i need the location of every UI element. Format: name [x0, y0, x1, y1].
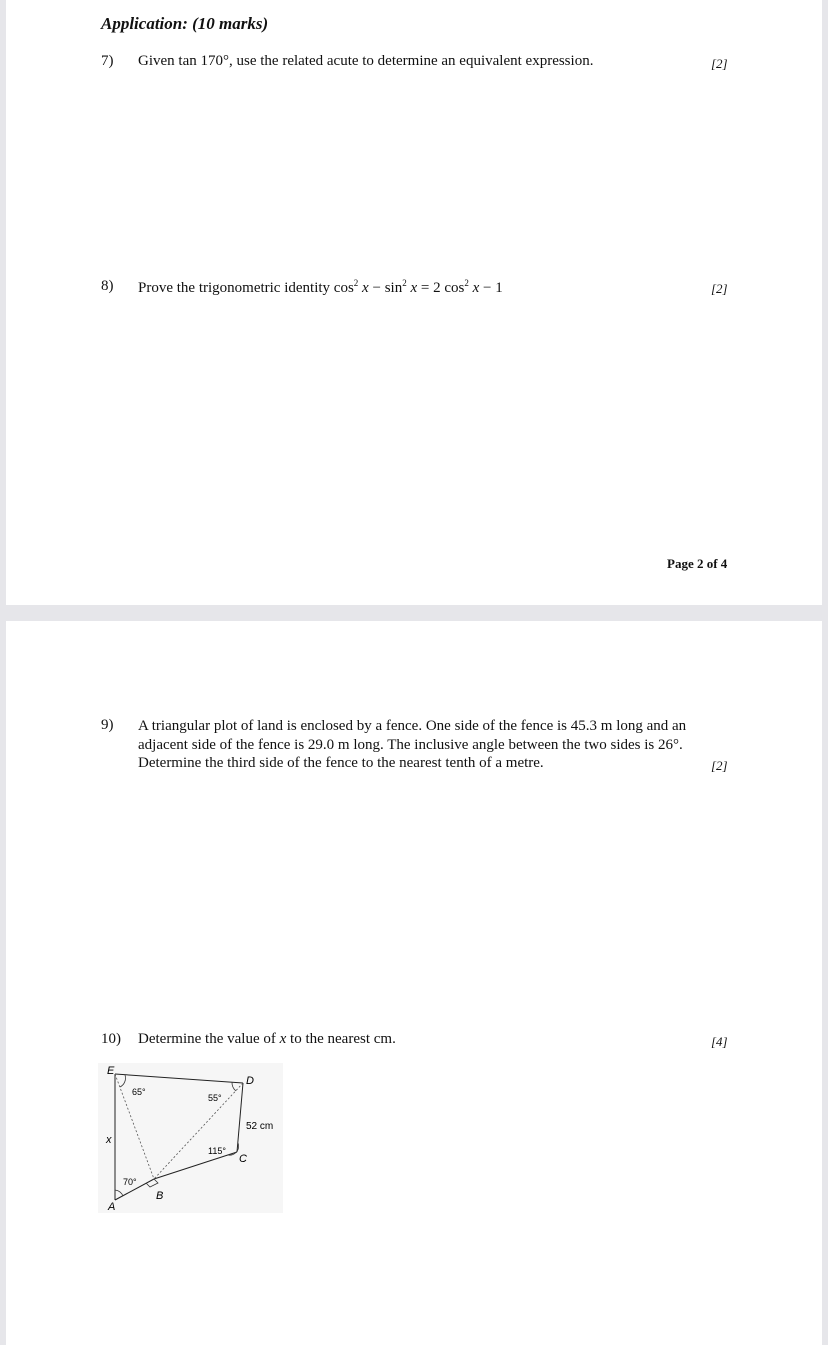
question-7-number: 7): [101, 53, 114, 69]
question-9-number: 9): [101, 717, 114, 733]
question-8-marks: [2]: [711, 281, 728, 296]
vertex-label-c: C: [239, 1153, 247, 1165]
q8-sin: sin: [384, 280, 403, 296]
q8-x1: x: [362, 280, 369, 296]
q8-cos: cos: [333, 280, 354, 296]
section-title: Application: (10 marks): [101, 14, 269, 33]
question-7-marks: [2]: [711, 56, 728, 71]
q8-exp-3: 2: [464, 278, 469, 288]
q8-tail: − 1: [479, 280, 503, 296]
q8-x2: x: [410, 280, 418, 296]
q8-identity: [334, 280, 503, 296]
vertex-label-d: D: [246, 1075, 254, 1087]
angle-label-a: 70°: [123, 1177, 137, 1187]
q7-expression: tan 170°: [178, 53, 229, 69]
q8-eq: = 2 cos: [417, 280, 465, 296]
vertex-label-a: A: [108, 1201, 116, 1213]
page-footer: Page 2 of 4: [667, 556, 728, 571]
question-10-number: 10): [101, 1031, 121, 1047]
q10-var: x: [279, 1031, 287, 1047]
question-7-text: [138, 53, 593, 70]
q8-text: Prove the trigonometric identity: [138, 280, 331, 296]
angle-label-e: 65°: [132, 1087, 146, 1097]
question-10-text: [138, 1031, 396, 1048]
q10-text-after: to the nearest cm.: [290, 1031, 396, 1047]
q10-text-before: Determine the value of: [138, 1031, 276, 1047]
page-3: [6, 621, 822, 1345]
question-10-marks: [4]: [711, 1034, 728, 1049]
page-2: [6, 0, 822, 605]
q8-minus: −: [368, 280, 385, 296]
question-8-number: 8): [101, 278, 114, 294]
question-9-marks: [2]: [711, 758, 728, 773]
q7-text-after: , use the related acute to determine an equivalent expression.: [229, 53, 594, 69]
question-9-text: A triangular plot of land is enclosed by a fence. One side of the fence is 45.3 m long and an adjacent side of the fence is 29.0 m long. The inclusive angle between the two sides is 26°. Determine the third side of the fence to the nearest tenth of a metre.: [138, 718, 687, 771]
quadrilateral-diagram: [98, 1063, 283, 1213]
angle-label-c: 115°: [208, 1146, 226, 1156]
vertex-label-e: E: [107, 1065, 115, 1077]
diagram-background: [98, 1063, 283, 1213]
q8-exp-2: 2: [402, 278, 407, 288]
question-8-text: [138, 278, 503, 297]
side-label-x: x: [106, 1134, 112, 1146]
vertex-label-b: B: [156, 1190, 164, 1202]
q7-text-before: Given: [138, 53, 175, 69]
q8-x3: x: [472, 280, 480, 296]
q8-exp-1: 2: [353, 278, 359, 288]
side-length-dc: 52 cm: [246, 1121, 274, 1132]
angle-label-d: 55°: [208, 1093, 222, 1103]
